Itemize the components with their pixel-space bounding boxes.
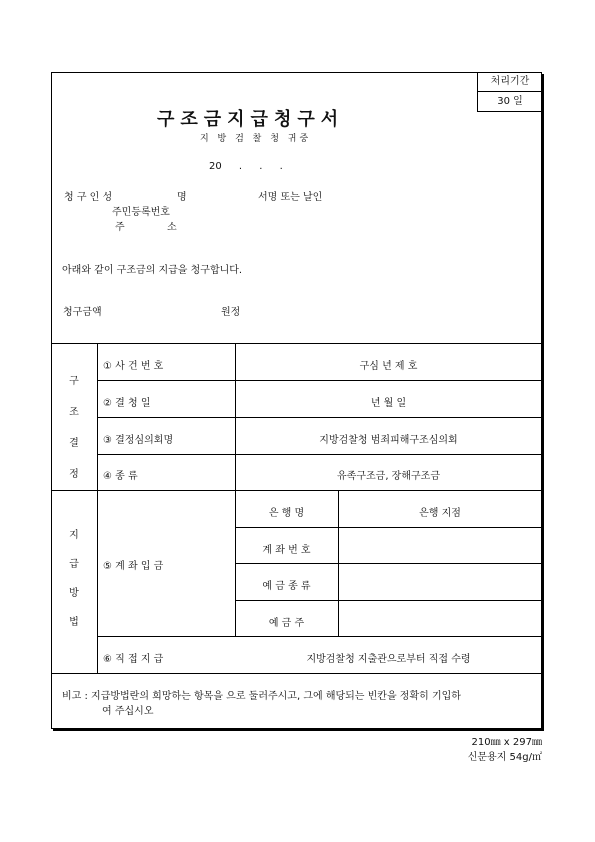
decision-date-value: 년 월 일: [370, 398, 407, 409]
claimant-id-label: 주민등록번호: [112, 207, 170, 218]
request-statement: 아래와 같이 구조금의 지급을 청구합니다.: [62, 265, 243, 276]
section1-label: 구 조 결 정: [69, 376, 79, 480]
claimant-label: 청 구 인 성: [64, 192, 113, 203]
form-subtitle: 지 방 검 찰 청 귀중: [200, 134, 312, 144]
section2-sub-line-3: [235, 600, 542, 601]
section-label-divider: [97, 343, 98, 673]
case-number-label: ① 사 건 번 호: [103, 361, 164, 372]
case-number-value: 구심 년 제 호: [359, 361, 418, 372]
processing-period-box: [477, 72, 542, 112]
section2-sub-line-1: [235, 527, 542, 528]
account-number-label: 계 좌 번 호: [262, 545, 311, 556]
direct-payment-label: ⑥ 직 접 지 급: [103, 654, 164, 665]
note-line-2: 여 주십시오: [102, 706, 154, 717]
bank-transfer-label: ⑤ 계 좌 입 금: [103, 561, 164, 572]
committee-name-value: 지방검찰청 범죄피해구조심의회: [319, 435, 458, 446]
amount-unit: 원정: [221, 307, 241, 318]
bank-name-value: 은행 지점: [419, 508, 461, 519]
section-divider: [51, 490, 542, 491]
form-title: 구조금지급청구서: [157, 109, 345, 130]
claimant-name-label: 명: [177, 192, 187, 203]
deposit-type-label: 예 금 종 류: [262, 581, 311, 592]
section2-label: 지 급 방 법: [69, 530, 79, 628]
type-value: 유족구조금, 장해구조금: [337, 471, 440, 482]
section1-row-line-2: [97, 417, 542, 418]
table-top-border: [51, 343, 542, 344]
date-line: 20 . . .: [209, 161, 283, 172]
type-label: ④ 종 류: [103, 471, 138, 482]
section1-row-line-3: [97, 454, 542, 455]
section2-direct-line: [97, 636, 542, 637]
committee-name-label: ③ 결정심의회명: [103, 435, 174, 446]
bank-name-label: 은 행 명: [268, 508, 305, 519]
direct-payment-value: 지방검찰청 지출관으로부터 직접 수령: [306, 654, 471, 665]
account-holder-label: 예 금 주: [268, 618, 305, 629]
processing-period-label: 처리기간: [478, 72, 542, 92]
paper-type: 신문용지 54g/㎡: [467, 752, 542, 763]
note-line-1: 비고 : 지급방법란의 희망하는 항목을 으로 둘러주시고, 그에 해당되는 빈칸을 정확히 기입하: [62, 691, 461, 702]
section2-sub-line-2: [235, 563, 542, 564]
amount-label: 청구금액: [63, 307, 102, 318]
processing-period-value: 30 일: [497, 96, 523, 107]
claimant-address-label-2: 소: [167, 222, 177, 233]
section1-row-line-1: [97, 380, 542, 381]
claimant-address-label-1: 주: [115, 222, 125, 233]
paper-size: 210㎜ x 297㎜: [471, 737, 542, 748]
claimant-sign-label: 서명 또는 날인: [258, 192, 323, 203]
table-bottom-border: [51, 673, 542, 674]
decision-date-label: ② 결 청 일: [103, 398, 151, 409]
